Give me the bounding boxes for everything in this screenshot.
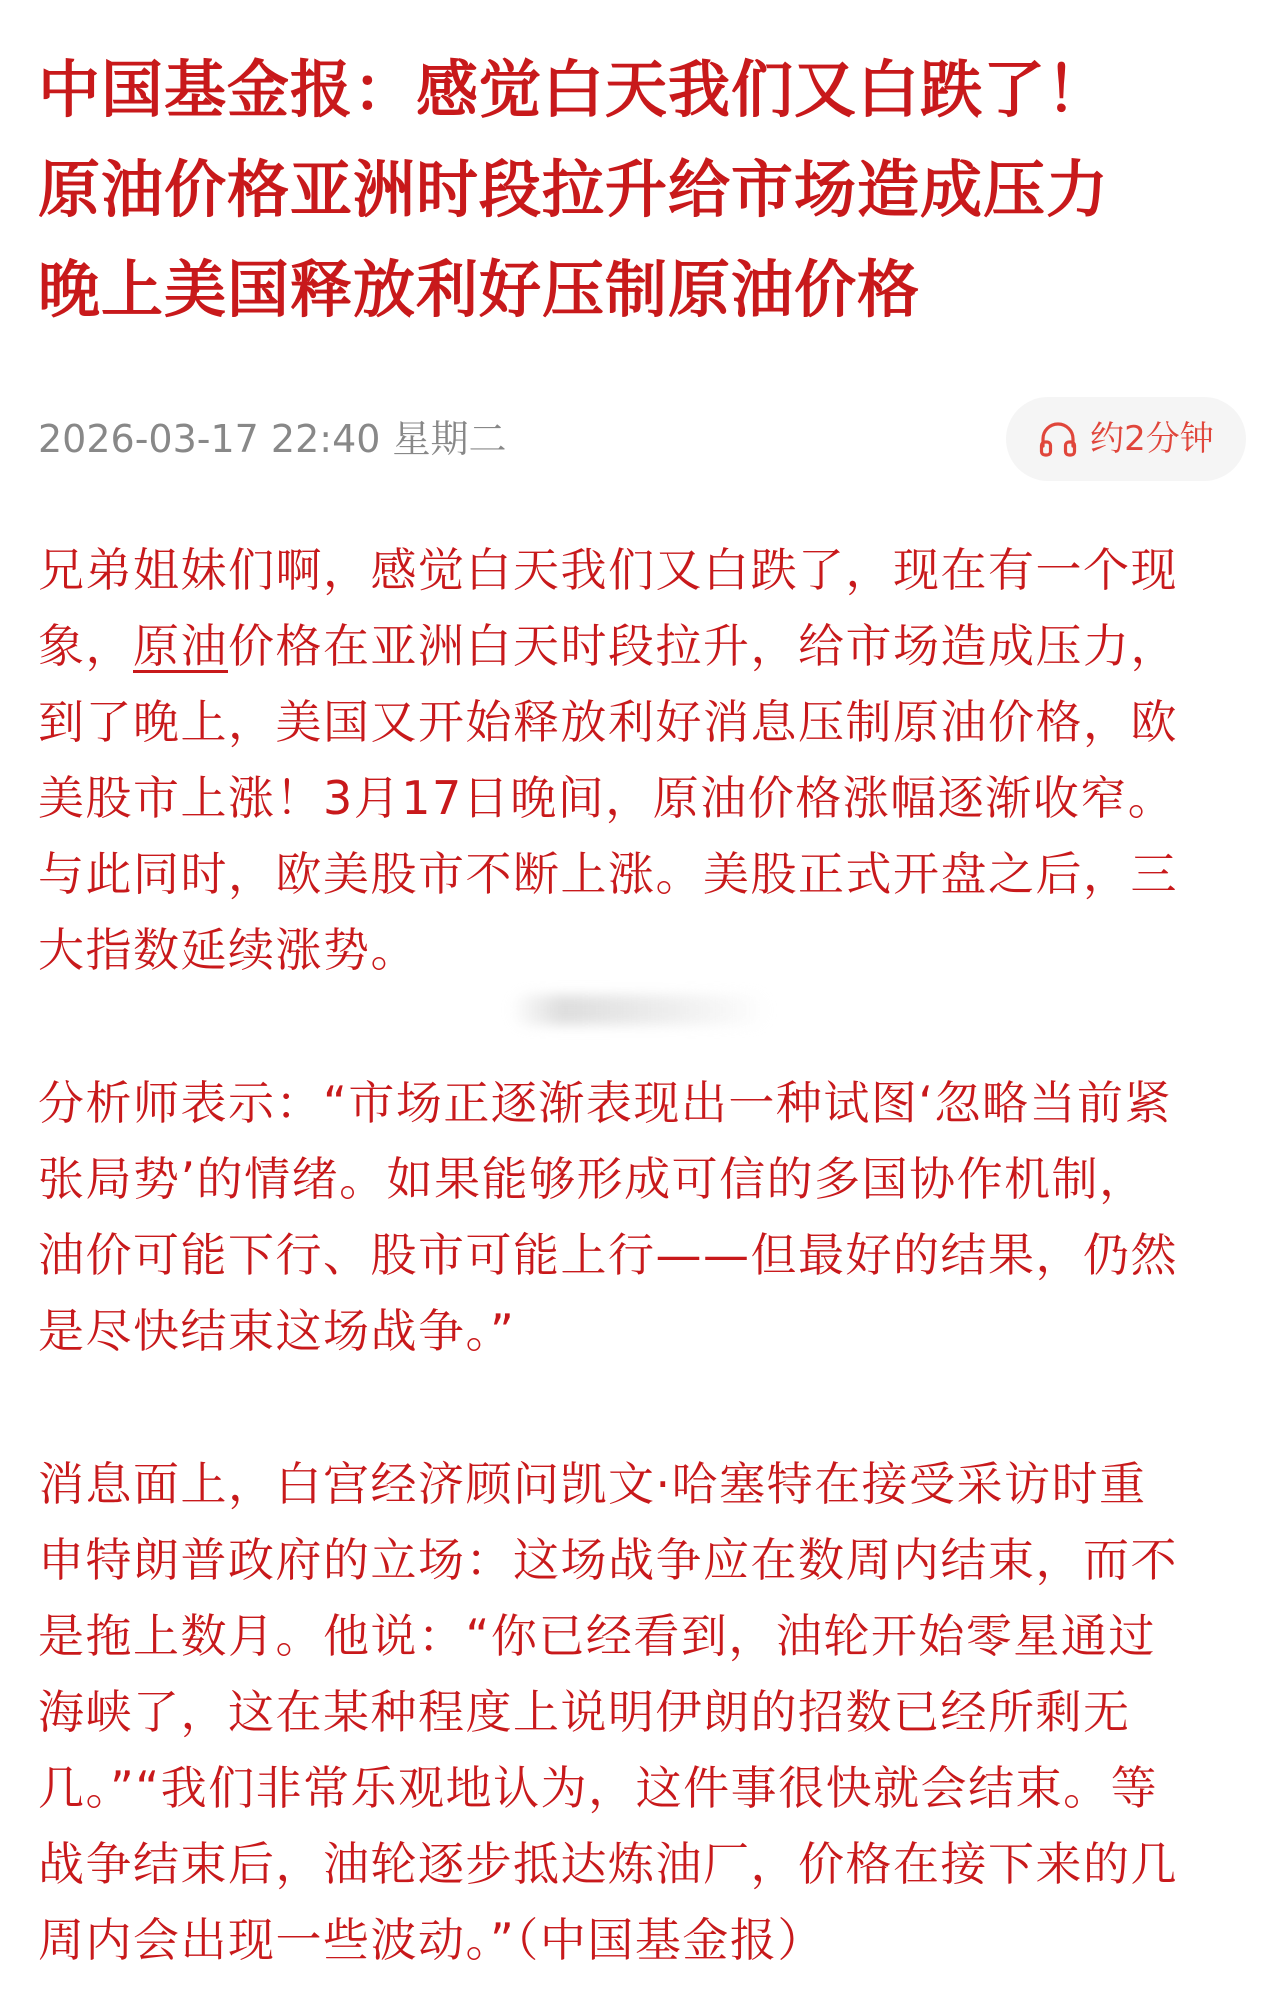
text-fragment: 价格在亚洲白天时段拉升，给市场造成压力， — [228, 619, 1178, 673]
headphones-icon — [1038, 420, 1078, 458]
text-line — [38, 608, 1246, 684]
article-meta — [38, 397, 1246, 481]
text-line: 分析师表示：“市场正逐渐表现出一种试图‘忽略当前紧 — [38, 1076, 1172, 1130]
article-title — [38, 40, 1246, 340]
title-line: 晚上美国释放利好压制原油价格 — [38, 253, 921, 326]
text-line: 兄弟姐妹们啊，感觉白天我们又白跌了，现在有一个现 — [38, 543, 1178, 597]
watermark-blur — [510, 995, 770, 1025]
listen-duration: 约2分钟 — [1090, 419, 1214, 459]
text-line: 周内会出现一些波动。”（中国基金报） — [38, 1913, 825, 1967]
text-line: 与此同时，欧美股市不断上涨。美股正式开盘之后，三 — [38, 847, 1178, 901]
title-line: 原油价格亚洲时段拉升给市场造成压力 — [38, 153, 1110, 226]
publish-datetime: 2026-03-17 22:40 星期二 — [38, 417, 507, 461]
text-line: 消息面上，白宫经济顾问凯文·哈塞特在接受采访时重 — [38, 1457, 1147, 1511]
text-line: 申特朗普政府的立场：这场战争应在数周内结束，而不 — [38, 1533, 1178, 1587]
listen-button[interactable] — [1006, 397, 1246, 481]
text-line: 张局势’的情绪。如果能够形成可信的多国协作机制， — [38, 1152, 1147, 1206]
title-line: 中国基金报：感觉白天我们又白跌了！ — [38, 53, 1110, 126]
text-fragment: 象， — [38, 619, 133, 673]
text-line: 几。”“我们非常乐观地认为，这件事很快就会结束。等 — [38, 1761, 1159, 1815]
text-line: 美股市上涨！3月17日晚间，原油价格涨幅逐渐收窄。 — [38, 771, 1176, 825]
text-line: 到了晚上，美国又开始释放利好消息压制原油价格，欧 — [38, 695, 1178, 749]
crude-oil-link[interactable]: 原油 — [133, 619, 228, 673]
text-line: 大指数延续涨势。 — [38, 923, 418, 977]
paragraph-2 — [38, 1065, 1246, 1369]
text-line: 油价可能下行、股市可能上行——但最好的结果，仍然 — [38, 1228, 1178, 1282]
text-line: 海峡了，这在某种程度上说明伊朗的招数已经所剩无 — [38, 1685, 1131, 1739]
text-line: 是尽快结束这场战争。” — [38, 1304, 516, 1358]
paragraph-3 — [38, 1446, 1246, 1978]
paragraph-1 — [38, 532, 1246, 988]
text-line: 战争结束后，油轮逐步抵达炼油厂，价格在接下来的几 — [38, 1837, 1178, 1891]
text-line: 是拖上数月。他说：“你已经看到，油轮开始零星通过 — [38, 1609, 1156, 1663]
